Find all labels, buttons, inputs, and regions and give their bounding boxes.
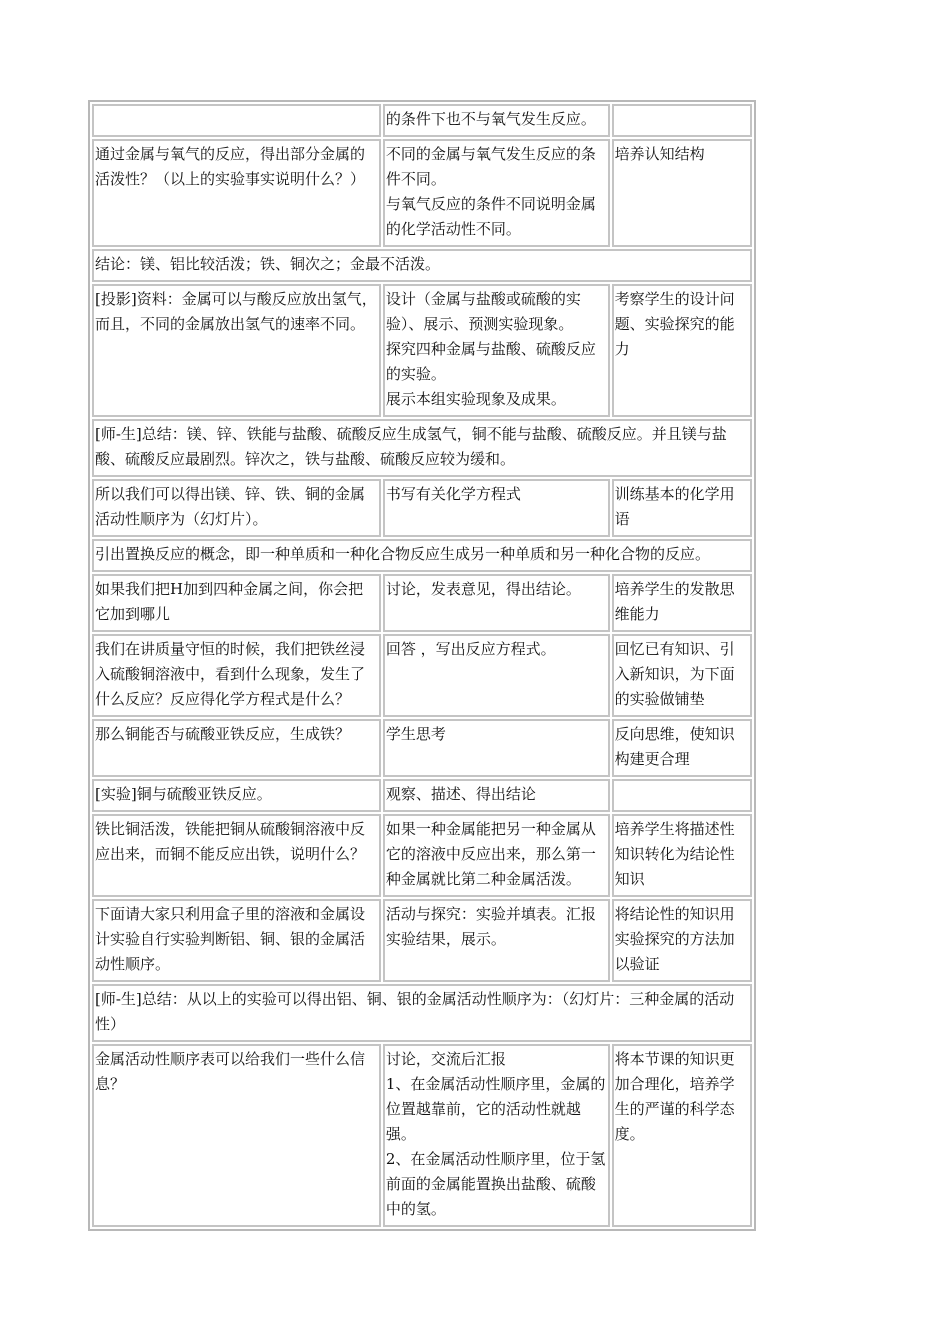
cell-text: 探究四种金属与盐酸、硫酸反应的实验。 <box>385 340 596 383</box>
teacher-activity-cell <box>92 779 381 812</box>
design-intent-cell <box>612 574 752 632</box>
student-activity-cell <box>383 719 610 777</box>
cell-text: 所以我们可以得出镁、锌、铁、铜的金属活动性顺序为（幻灯片）。 <box>95 485 366 528</box>
cell-text: 培养学生将描述性知识转化为结论性知识 <box>614 820 735 888</box>
cell-text: 讨论，交流后汇报 <box>385 1050 506 1068</box>
cell-text: 如果一种金属能把另一种金属从它的溶液中反应出来，那么第一种金属就比第二种金属活泼。 <box>385 820 596 888</box>
student-activity-cell <box>383 284 610 417</box>
cell-text: 回忆已有知识、引入新知识，为下面的实验做铺垫 <box>614 640 735 708</box>
cell-text: 我们在讲质量守恒的时候，我们把铁丝浸入硫酸铜溶液中，看到什么现象，发生了什么反应？反应得化学方程式是什么？ <box>95 640 366 708</box>
cell-text: 2、在金属活动性顺序里，位于氢前面的金属能置换出盐酸、硫酸中的氢。 <box>385 1150 606 1218</box>
summary-row <box>92 249 752 282</box>
table-row <box>92 139 752 247</box>
table-row <box>92 1044 752 1227</box>
cell-text: 金属活动性顺序表可以给我们一些什么信息？ <box>95 1050 366 1093</box>
design-intent-cell <box>612 139 752 247</box>
cell-text: 展示本组实验现象及成果。 <box>385 390 566 408</box>
teacher-activity-cell <box>92 104 381 137</box>
design-intent-cell <box>612 719 752 777</box>
lesson-plan-table <box>88 100 756 1231</box>
student-activity-cell <box>383 814 610 897</box>
summary-row <box>92 419 752 477</box>
summary-row <box>92 984 752 1042</box>
cell-text: 如果我们把H加到四种金属之间，你会把它加到哪儿 <box>95 580 364 623</box>
design-intent-cell <box>612 479 752 537</box>
cell-text: 的条件下也不与氧气发生反应。 <box>385 110 596 128</box>
design-intent-cell <box>612 1044 752 1227</box>
design-intent-cell <box>612 634 752 717</box>
student-activity-cell <box>383 104 610 137</box>
table-body <box>92 104 752 1227</box>
cell-text: [师-生]总结：镁、锌、铁能与盐酸、硫酸反应生成氢气，铜不能与盐酸、硫酸反应。并且镁与盐酸、硫酸反应最剧烈。锌次之，铁与盐酸、硫酸反应较为缓和。 <box>95 425 727 468</box>
table-row <box>92 479 752 537</box>
cell-text: [实验]铜与硫酸亚铁反应。 <box>95 785 272 803</box>
cell-text: 讨论，发表意见，得出结论。 <box>385 580 581 598</box>
cell-text: 学生思考 <box>385 725 446 743</box>
cell-text: 通过金属与氧气的反应，得出部分金属的活泼性？（以上的实验事实说明什么？） <box>95 145 366 188</box>
table-row <box>92 284 752 417</box>
cell-text: 结论：镁、铝比较活泼；铁、铜次之；金最不活泼。 <box>95 255 441 273</box>
cell-text: [投影]资料：金属可以与酸反应放出氢气，而且，不同的金属放出氢气的速率不同。 <box>95 290 377 333</box>
cell-text: 培养学生的发散思维能力 <box>614 580 735 623</box>
cell-text: 将结论性的知识用实验探究的方法加以验证 <box>614 905 735 973</box>
student-activity-cell <box>383 479 610 537</box>
cell-text: 训练基本的化学用语 <box>614 485 735 528</box>
teacher-activity-cell <box>92 719 381 777</box>
design-intent-cell <box>612 899 752 982</box>
student-activity-cell <box>383 139 610 247</box>
summary-cell <box>92 984 752 1042</box>
cell-text: 考察学生的设计问题、实验探究的能力 <box>614 290 735 358</box>
teacher-activity-cell <box>92 814 381 897</box>
student-activity-cell <box>383 574 610 632</box>
table-row <box>92 814 752 897</box>
cell-text: 设计（金属与盐酸或硫酸的实验）、展示、预测实验现象。 <box>385 290 581 333</box>
teacher-activity-cell <box>92 284 381 417</box>
cell-text: 不同的金属与氧气发生反应的条件不同。 <box>385 145 596 188</box>
summary-cell <box>92 419 752 477</box>
table-row <box>92 634 752 717</box>
cell-text: 与氧气反应的条件不同说明金属的化学活动性不同。 <box>385 195 596 238</box>
teacher-activity-cell <box>92 139 381 247</box>
cell-text: 铁比铜活泼，铁能把铜从硫酸铜溶液中反应出来，而铜不能反应出铁，说明什么？ <box>95 820 366 863</box>
cell-text: 活动与探究：实验并填表。汇报实验结果，展示。 <box>385 905 596 948</box>
cell-text: 1、在金属活动性顺序里，金属的位置越靠前，它的活动性就越强。 <box>385 1075 606 1143</box>
student-activity-cell <box>383 634 610 717</box>
design-intent-cell <box>612 104 752 137</box>
table-row <box>92 104 752 137</box>
summary-cell <box>92 539 752 572</box>
teacher-activity-cell <box>92 634 381 717</box>
student-activity-cell <box>383 1044 610 1227</box>
student-activity-cell <box>383 779 610 812</box>
teacher-activity-cell <box>92 1044 381 1227</box>
table-row <box>92 574 752 632</box>
cell-text: 下面请大家只利用盒子里的溶液和金属设计实验自行实验判断铝、铜、银的金属活动性顺序。 <box>95 905 366 973</box>
cell-text: 那么铜能否与硫酸亚铁反应，生成铁？ <box>95 725 351 743</box>
cell-text: 培养认知结构 <box>614 145 705 163</box>
design-intent-cell <box>612 814 752 897</box>
cell-text: [师-生]总结：从以上的实验可以得出铝、铜、银的金属活动性顺序为：（幻灯片：三种金属的活动性） <box>95 990 735 1033</box>
student-activity-cell <box>383 899 610 982</box>
cell-text: 观察、描述、得出结论 <box>385 785 536 803</box>
teacher-activity-cell <box>92 899 381 982</box>
cell-text: 将本节课的知识更加合理化，培养学生的严谨的科学态度。 <box>614 1050 735 1143</box>
teacher-activity-cell <box>92 574 381 632</box>
teacher-activity-cell <box>92 479 381 537</box>
table-row <box>92 719 752 777</box>
cell-text: 书写有关化学方程式 <box>385 485 521 503</box>
cell-text: 回答 ，写出反应方程式。 <box>385 640 556 658</box>
design-intent-cell <box>612 779 752 812</box>
table-row <box>92 779 752 812</box>
summary-cell <box>92 249 752 282</box>
summary-row <box>92 539 752 572</box>
table-row <box>92 899 752 982</box>
cell-text: 引出置换反应的概念，即一种单质和一种化合物反应生成另一种单质和另一种化合物的反应。 <box>95 545 711 563</box>
cell-text: 反向思维，使知识构建更合理 <box>614 725 735 768</box>
design-intent-cell <box>612 284 752 417</box>
